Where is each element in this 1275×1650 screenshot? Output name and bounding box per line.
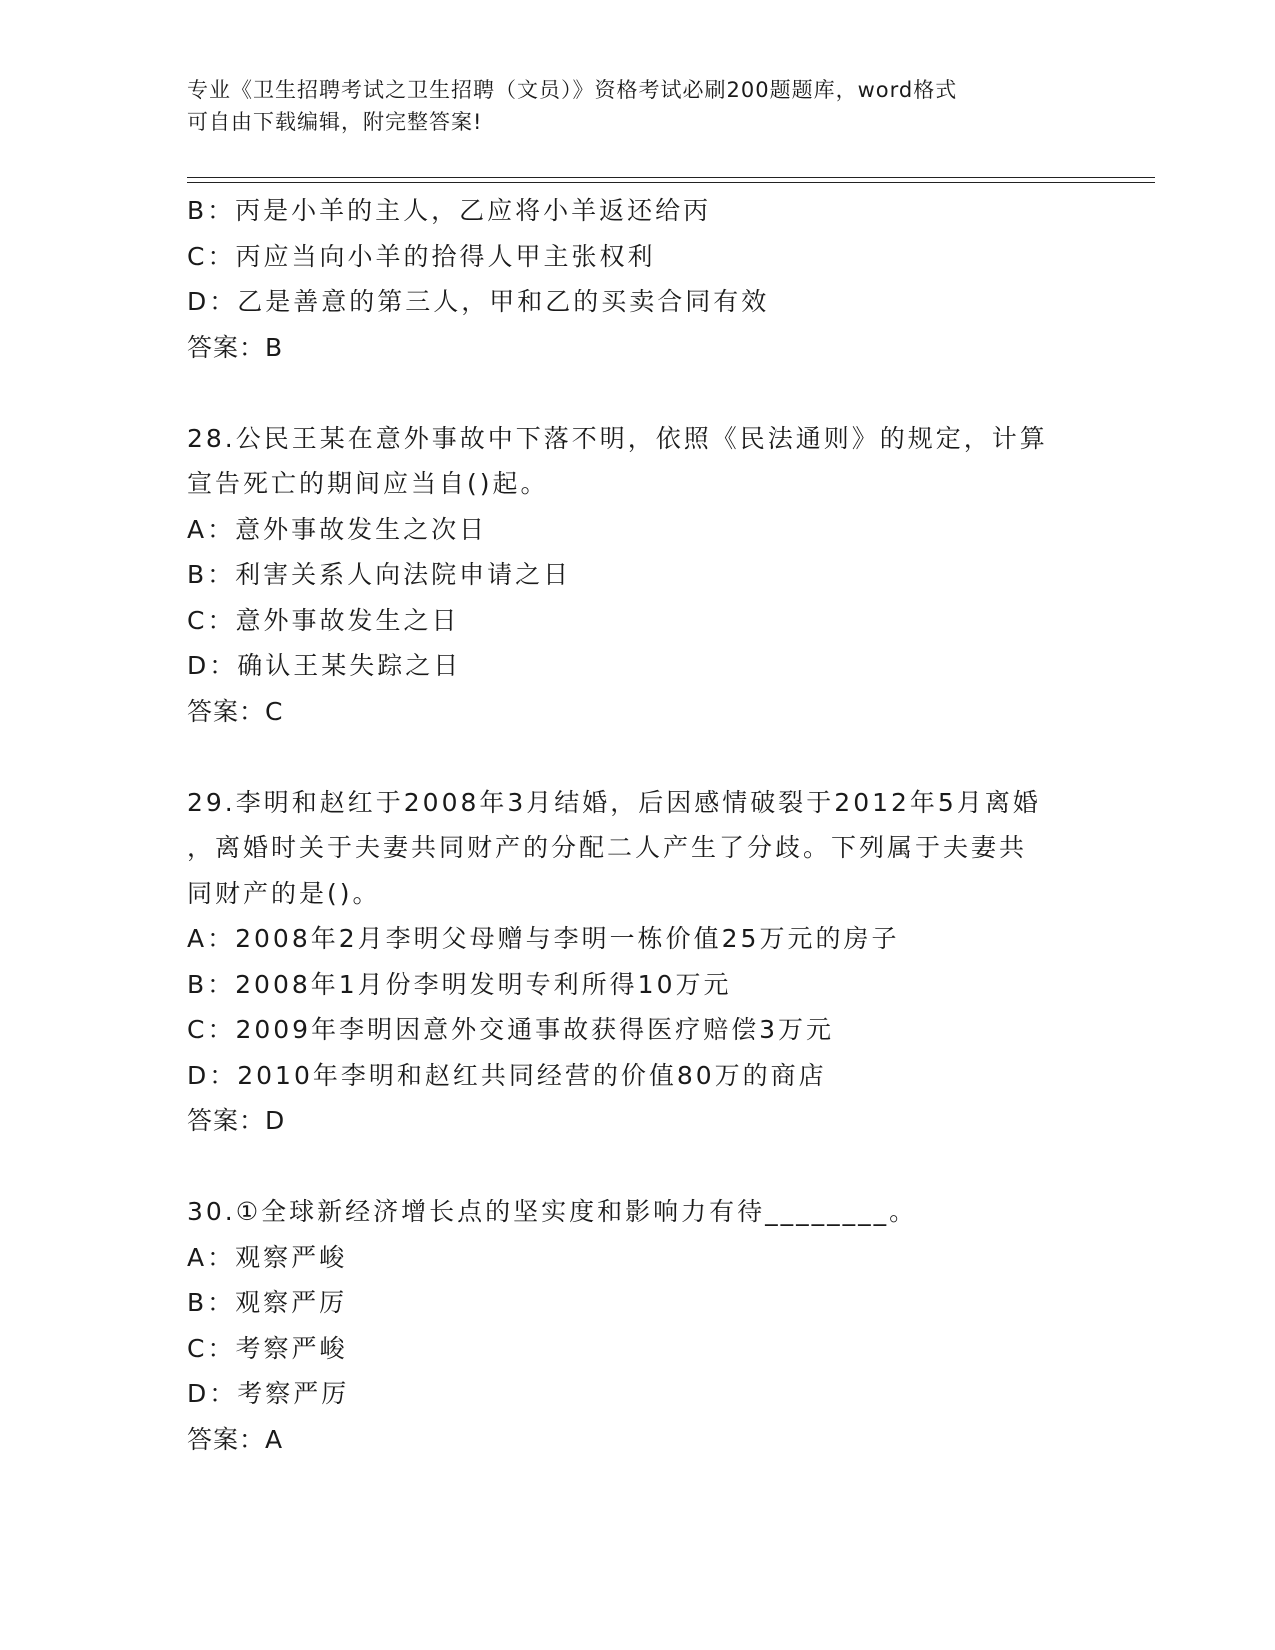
answer-line [187,689,1087,735]
option-d: D：考察严厉 [187,1379,350,1408]
question-stem-line: 宣告死亡的期间应当自()起。 [187,469,549,498]
question-stem-line: 28.公民王某在意外事故中下落不明，依照《民法通则》的规定，计算 [187,423,1048,453]
option-b: B：利害关系人向法院申请之日 [187,560,572,589]
option-c: C：意外事故发生之日 [187,605,460,635]
option-a: A：观察严峻 [187,1242,348,1272]
question-stem-line: 29.李明和赵红于2008年3月结婚，后因感情破裂于2012年5月离婚 [187,787,1041,817]
document-header [187,74,1087,138]
option-c: C：丙应当向小羊的拾得人甲主张权利 [187,241,656,271]
question-28 [187,416,1087,735]
question-stem-line: ，离婚时关于夫妻共同财产的分配二人产生了分歧。下列属于夫妻共 [187,833,1028,862]
answer-label: 答案： [187,1424,266,1454]
answer-line [187,1417,1087,1463]
question-stem-line: 30.①全球新经济增长点的坚实度和影响力有待________。 [187,1197,918,1226]
question-27-tail [187,188,1087,371]
question-list [187,188,1087,1463]
option-c: C：2009年李明因意外交通事故获得医疗赔偿3万元 [187,1015,834,1044]
answer-line [187,1098,1087,1144]
question-stem-line: 同财产的是()。 [187,878,381,908]
header-line-2: 可自由下载编辑，附完整答案! [187,110,483,134]
header-divider-top [187,177,1155,178]
header-line-1: 专业《卫生招聘考试之卫生招聘（文员）》资格考试必刷200题题库，word格式 [187,78,958,102]
option-b: B：2008年1月份李明发明专利所得10万元 [187,969,732,999]
answer-value: A [265,1424,286,1454]
answer-line [187,325,1087,371]
option-d: D：2010年李明和赵红共同经营的价值80万的商店 [187,1060,827,1090]
option-b: B：丙是小羊的主人，乙应将小羊返还给丙 [187,196,712,225]
question-29 [187,780,1087,1145]
answer-value: D [265,1106,288,1135]
option-a: A：2008年2月李明父母赠与李明一栋价值25万元的房子 [187,924,900,953]
option-d: D：乙是善意的第三人，甲和乙的买卖合同有效 [187,287,770,316]
header-divider-bottom [187,182,1155,183]
answer-label: 答案： [187,696,266,726]
answer-label: 答案： [187,1106,266,1135]
answer-value: B [265,332,286,362]
option-b: B：观察严厉 [187,1288,348,1317]
option-a: A：意外事故发生之次日 [187,514,488,544]
question-30 [187,1189,1087,1463]
answer-value: C [265,696,286,726]
answer-label: 答案： [187,332,266,362]
option-d: D：确认王某失踪之日 [187,651,462,680]
option-c: C：考察严峻 [187,1333,348,1363]
